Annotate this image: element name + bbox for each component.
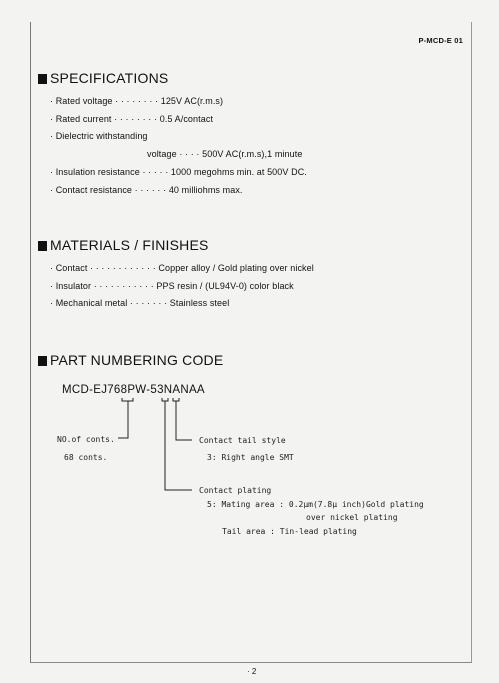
plating-mating-area-cont: over nickel plating — [306, 513, 398, 522]
no-of-conts-value: 68 conts. — [64, 453, 108, 462]
spec-insulation-resistance: · Insulation resistance · · · · · 1000 megohms min. at 500V DC. — [50, 167, 307, 177]
plating-mating-area: 5: Mating area : 0.2μm(7.8μ inch)Gold plating — [207, 500, 424, 509]
no-of-conts-label: NO.of conts. — [57, 435, 115, 444]
spec-rated-voltage: · Rated voltage · · · · · · · · 125V AC(r.m.s) — [50, 96, 224, 106]
contact-tail-label: Contact tail style — [199, 436, 286, 445]
material-insulator: · Insulator · · · · · · · · · · · PPS resin / (UL94V-0) color black — [50, 281, 294, 291]
page-number: · 2 — [247, 667, 257, 676]
spec-contact-resistance: · Contact resistance · · · · · · 40 milliohms max. — [50, 185, 243, 195]
bracket-conts — [122, 398, 133, 401]
bracket-tail-style — [173, 398, 179, 401]
leader-conts — [118, 401, 128, 438]
materials-title: MATERIALS / FINISHES — [50, 237, 209, 253]
spec-rated-current: · Rated current · · · · · · · · 0.5 A/contact — [50, 114, 214, 124]
material-mechanical-metal: · Mechanical metal · · · · · · · Stainless steel — [50, 298, 230, 308]
contact-tail-value: 3: Right angle SMT — [207, 453, 294, 462]
document-id: P-MCD-E 01 — [418, 36, 463, 45]
specifications-title: SPECIFICATIONS — [50, 70, 169, 86]
leader-tail-style — [176, 401, 192, 440]
spec-dielectric-voltage: voltage · · · · 500V AC(r.m.s),1 minute — [147, 149, 303, 159]
leader-plating — [165, 401, 192, 490]
spec-dielectric: · Dielectric withstanding — [50, 131, 148, 141]
material-contact: · Contact · · · · · · · · · · · · Copper alloy / Gold plating over nickel — [50, 263, 314, 273]
contact-plating-label: Contact plating — [199, 486, 272, 495]
plating-tail-area: Tail area : Tin-lead plating — [222, 527, 357, 536]
bracket-plating — [162, 398, 168, 401]
part-number: MCD-EJ768PW-53NANAA — [62, 384, 205, 396]
part-numbering-title: PART NUMBERING CODE — [50, 352, 224, 368]
